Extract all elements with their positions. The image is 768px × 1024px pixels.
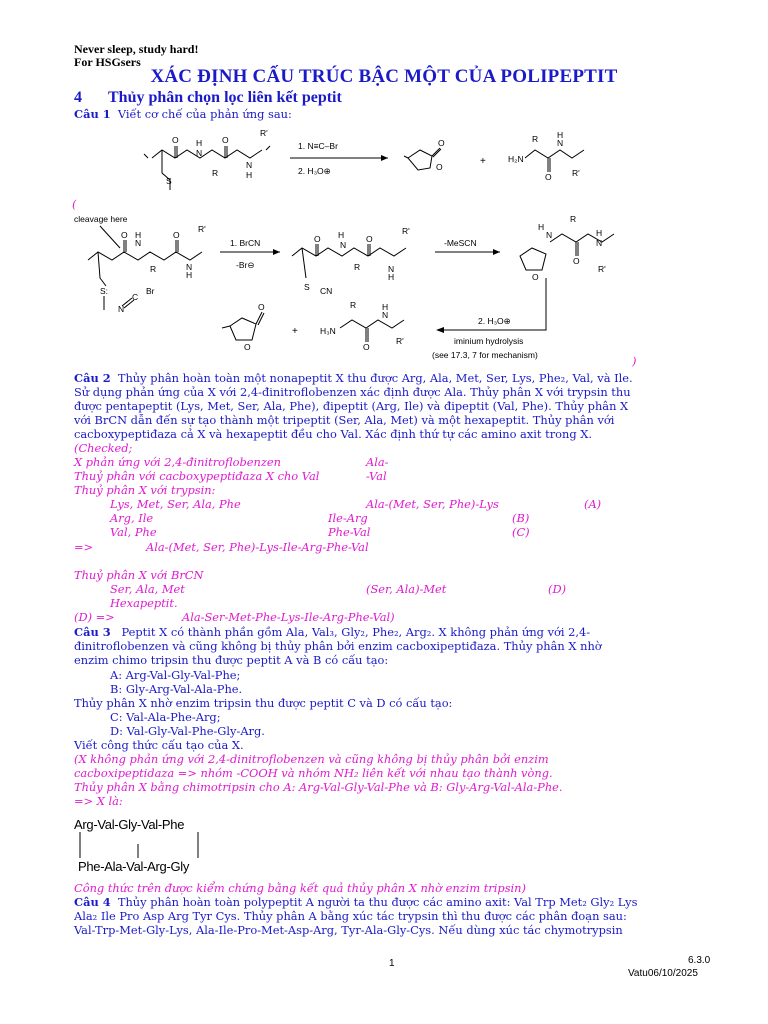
mechanism-step3-note: (see 17.3, 7 for mechanism) (432, 350, 538, 360)
q2-label: Câu 2 (74, 371, 111, 385)
svg-text:H₃N: H₃N (320, 326, 336, 336)
reaction-scheme-1 (140, 118, 600, 196)
q3-answer-3: Thủy phân X bằng chimotripsin cho A: Arg-Val-Gly-Val-Phe và B: Gly-Arg-Val-Ala-Phe. (74, 780, 563, 794)
scheme1-reagent-1: 1. N≡C–Br (298, 141, 338, 151)
version-label: 6.3.0 (688, 955, 711, 966)
q3-line-2: đinitroflobenzen và cũng không bị thủy phân bởi enzim cacboxipeptiđaza. Thủy phân X nhờ (74, 639, 602, 653)
mechanism-scheme (70, 208, 670, 368)
svg-text:O: O (314, 234, 321, 244)
date-label: Vatu06/10/2025 (628, 968, 698, 979)
q1-label: Câu 1 (74, 107, 111, 121)
q2-ans-r3: Thuỷ phân X với trypsin: (74, 483, 216, 497)
section-number: 4 (74, 89, 82, 106)
mechanism-step1-reagent: 1. BrCN (230, 238, 261, 248)
svg-text:N: N (186, 262, 193, 272)
q1-text: Viết cơ chế của phản ứng sau: (117, 107, 292, 121)
cyclic-top-chain: Arg-Val-Gly-Val-Phe (74, 817, 185, 832)
q2-ans-r8: Thuỷ phân X với BrCN (74, 568, 204, 582)
amine-final-structure (320, 300, 404, 352)
svg-text:Br: Br (146, 286, 155, 296)
q2-line-2: Sử dụng phản ứng của X với 2,4-đinitroflobenzen xác định được Ala. Thủy phân X với trypsin thu (74, 385, 631, 399)
lactone-final-structure (222, 302, 265, 352)
intermediate-sulfonium-structure (292, 226, 410, 296)
q2-ans-r6b: Phe-Val (328, 525, 371, 539)
mechanism-step2-loss: -MeSCN (444, 238, 477, 248)
svg-text:H: H (186, 270, 193, 280)
q4-line-3: Val-Trp-Met-Gly-Lys, Ala-Ile-Pro-Met-Asp-Arg, Tyr-Ala-Gly-Cys. Nếu dùng xúc tác chymotrypsin (74, 923, 623, 937)
q3-peptide-c: C: Val-Ala-Phe-Arg; (110, 710, 221, 724)
q2-ans-r6c: (C) (512, 525, 530, 539)
mechanism-step3-label: iminium hydrolysis (454, 336, 524, 346)
svg-text:O: O (545, 172, 552, 182)
q2-checked: (Checked; (74, 441, 133, 455)
q3-line-4: Thủy phân X nhờ enzim tripsin thu được peptit C và D có cấu tạo: (74, 696, 453, 710)
q3-ask: Viết công thức cấu tạo của X. (74, 738, 244, 752)
q4-line-1 (74, 896, 637, 909)
svg-text:O: O (173, 230, 180, 240)
substrate-structure (88, 224, 206, 314)
page-number: 1 (389, 958, 395, 969)
svg-text:H: H (596, 228, 603, 238)
svg-text:N: N (340, 240, 347, 250)
svg-text:R: R (350, 300, 357, 310)
q2-line-3: được pentapeptit (Lys, Met, Ser, Ala, Phe), đipeptit (Arg, Ile) và đipeptit (Val, Phe). Thủy phân X (74, 399, 629, 413)
q2-ans-r1a: X phản ứng với 2,4-đinitroflobenzen (74, 455, 281, 469)
q3-line-1 (74, 626, 590, 639)
svg-text:R: R (354, 262, 361, 272)
q4-label: Câu 4 (74, 895, 111, 909)
svg-text:H: H (338, 230, 345, 240)
svg-text:O: O (532, 272, 539, 282)
q2-ans-r5b: Ile-Arg (328, 511, 368, 525)
svg-text:H: H (135, 230, 142, 240)
svg-text:N: N (118, 304, 125, 314)
svg-text:O: O (366, 234, 373, 244)
q2-ans-r2b: -Val (366, 469, 387, 483)
svg-text:R': R' (396, 336, 404, 346)
svg-text:O: O (121, 230, 128, 240)
q2-ans-r4a: Lys, Met, Ser, Ala, Phe (110, 497, 241, 511)
svg-text:H: H (538, 222, 545, 232)
q2-ans-r4b: Ala-(Met, Ser, Phe)-Lys (366, 497, 499, 511)
q2-ans-r7a: => (74, 540, 94, 554)
scheme1-reagent-2: 2. H₃O⊕ (298, 166, 331, 176)
q2-ans-r9a: Ser, Ala, Met (110, 582, 185, 596)
svg-text:R': R' (598, 264, 606, 274)
q3-answer-2: cacboxipeptidaza => nhóm -COOH và nhóm NH₂ liên kết với nhau tạo thành vòng. (74, 766, 553, 780)
q2-line-5: cacboxypeptiđaza cả X và hexapeptit đều cho Val. Xác định thứ tự các amino axit trong X. (74, 427, 592, 441)
svg-text:O: O (222, 135, 229, 145)
q4-text-1: Thủy phân hoàn toàn polypeptit A người ta thu được các amino axit: Val Trp Met₂ Gly₂ Lys (117, 895, 638, 909)
svg-text:N: N (246, 160, 253, 170)
q2-line-1 (74, 372, 633, 385)
q3-answer-4: => X là: (74, 794, 123, 808)
q3-peptide-a: A: Arg-Val-Gly-Val-Phe; (110, 668, 241, 682)
q2-text-1: Thủy phân hoàn toàn một nonapeptit X thu được Arg, Ala, Met, Ser, Lys, Phe₂, Val, và Ile. (117, 371, 633, 385)
svg-text:R': R' (198, 224, 206, 234)
q2-ans-r4c: (A) (584, 497, 602, 511)
svg-text:C: C (132, 292, 139, 302)
svg-text:R': R' (572, 168, 580, 178)
iminium-lactone-structure (520, 214, 614, 282)
q1-close-paren: ) (632, 354, 637, 368)
svg-text:S: S (304, 282, 310, 292)
svg-text:H: H (557, 130, 564, 140)
svg-text:R: R (212, 168, 219, 178)
svg-text:R: R (532, 134, 539, 144)
section-title: Thủy phân chọn lọc liên kết peptit (108, 89, 342, 106)
cyclic-ring-bonds (74, 830, 214, 860)
mechanism-plus: + (292, 326, 298, 337)
scheme1-plus: + (480, 156, 486, 167)
svg-text:N: N (546, 230, 553, 240)
page-title: XÁC ĐỊNH CẤU TRÚC BẬC MỘT CỦA POLIPEPTIT (150, 66, 618, 87)
q3-text-1: Peptit X có thành phần gồm Ala, Val₃, Gly₂, Phe₂, Arg₂. X không phản ứng với 2,4- (121, 625, 591, 639)
svg-text:H: H (388, 272, 395, 282)
amine-product-structure (508, 130, 584, 182)
svg-text:R: R (150, 264, 157, 274)
svg-text:H: H (246, 170, 253, 180)
header-motto: Never sleep, study hard! (74, 42, 199, 56)
q2-ans-r5c: (B) (512, 511, 530, 525)
q2-line-4: với BrCN dẫn đến sự tạo thành một tripeptit (Ser, Ala, Met) và một hexapeptit. Thủy phân với (74, 413, 615, 427)
q2-ans-r1b: Ala- (366, 455, 389, 469)
svg-text:S: S (166, 176, 172, 186)
svg-text:N: N (382, 310, 389, 320)
svg-text:O: O (573, 256, 580, 266)
svg-text:R': R' (402, 226, 410, 236)
q2-ans-r7b: Ala-(Met, Ser, Phe)-Lys-Ile-Arg-Phe-Val (146, 540, 369, 554)
q2-ans-r11b: Ala-Ser-Met-Phe-Lys-Ile-Arg-Phe-Val) (182, 610, 395, 624)
svg-text:CN: CN (320, 286, 333, 296)
svg-text:N: N (196, 148, 203, 158)
svg-text:R': R' (260, 128, 268, 138)
mechanism-step3-reagent: 2. H₃O⊕ (478, 316, 511, 326)
q3-label: Câu 3 (74, 625, 111, 639)
svg-text:O: O (244, 342, 251, 352)
q2-ans-r9b: (Ser, Ala)-Met (366, 582, 447, 596)
header-audience: For HSGsers (74, 55, 141, 69)
peptide-substrate-structure (144, 128, 270, 190)
q3-peptide-d: D: Val-Gly-Val-Phe-Gly-Arg. (110, 724, 265, 738)
q2-ans-r11a: (D) => (74, 610, 115, 624)
cleavage-label: cleavage here (74, 214, 128, 224)
q2-ans-r9c: (D) (548, 582, 567, 596)
svg-text:N: N (596, 238, 603, 248)
svg-text:S:: S: (100, 286, 109, 296)
svg-text:H: H (196, 138, 203, 148)
q4-line-2: Ala₂ Ile Pro Asp Arg Tyr Cys. Thủy phân A bằng xúc tác trypsin thì thu được các phân đoạn sau: (74, 909, 627, 923)
q3-answer-1: (X không phản ứng với 2,4-dinitroflobenzen và cũng không bị thủy phân bởi enzim (74, 752, 549, 766)
svg-text:O: O (172, 135, 179, 145)
cyclic-bottom-chain: Phe-Ala-Val-Arg-Gly (78, 859, 190, 874)
section-heading (74, 89, 342, 107)
svg-text:H: H (382, 302, 389, 312)
q2-ans-r6a: Val, Phe (110, 525, 157, 539)
q2-ans-r10: Hexapeptit. (110, 596, 178, 610)
svg-text:N: N (388, 264, 395, 274)
q2-ans-r5a: Arg, Ile (110, 511, 154, 525)
q1-open-paren: ( (72, 197, 77, 211)
svg-text:O: O (438, 138, 445, 148)
svg-text:R: R (570, 214, 577, 224)
svg-text:O: O (436, 162, 443, 172)
svg-text:N: N (135, 238, 142, 248)
q3-peptide-b: B: Gly-Arg-Val-Ala-Phe. (110, 682, 243, 696)
q3-line-3: enzim chimo tripsin thu được peptit A và B có cấu tạo: (74, 653, 389, 667)
q2-ans-r2a: Thuỷ phân với cacboxypeptiđaza X cho Val (74, 469, 320, 483)
lactone-product-structure (404, 138, 445, 172)
svg-text:O: O (363, 342, 370, 352)
q3-answer-5: Công thức trên được kiểm chứng bằng kết quả thủy phân X nhờ enzim tripsin) (74, 881, 526, 895)
svg-text:O: O (258, 302, 265, 312)
mechanism-step1-byproduct: -Br⊖ (236, 260, 255, 270)
svg-text:H₂N: H₂N (508, 154, 524, 164)
svg-text:N: N (557, 138, 564, 148)
